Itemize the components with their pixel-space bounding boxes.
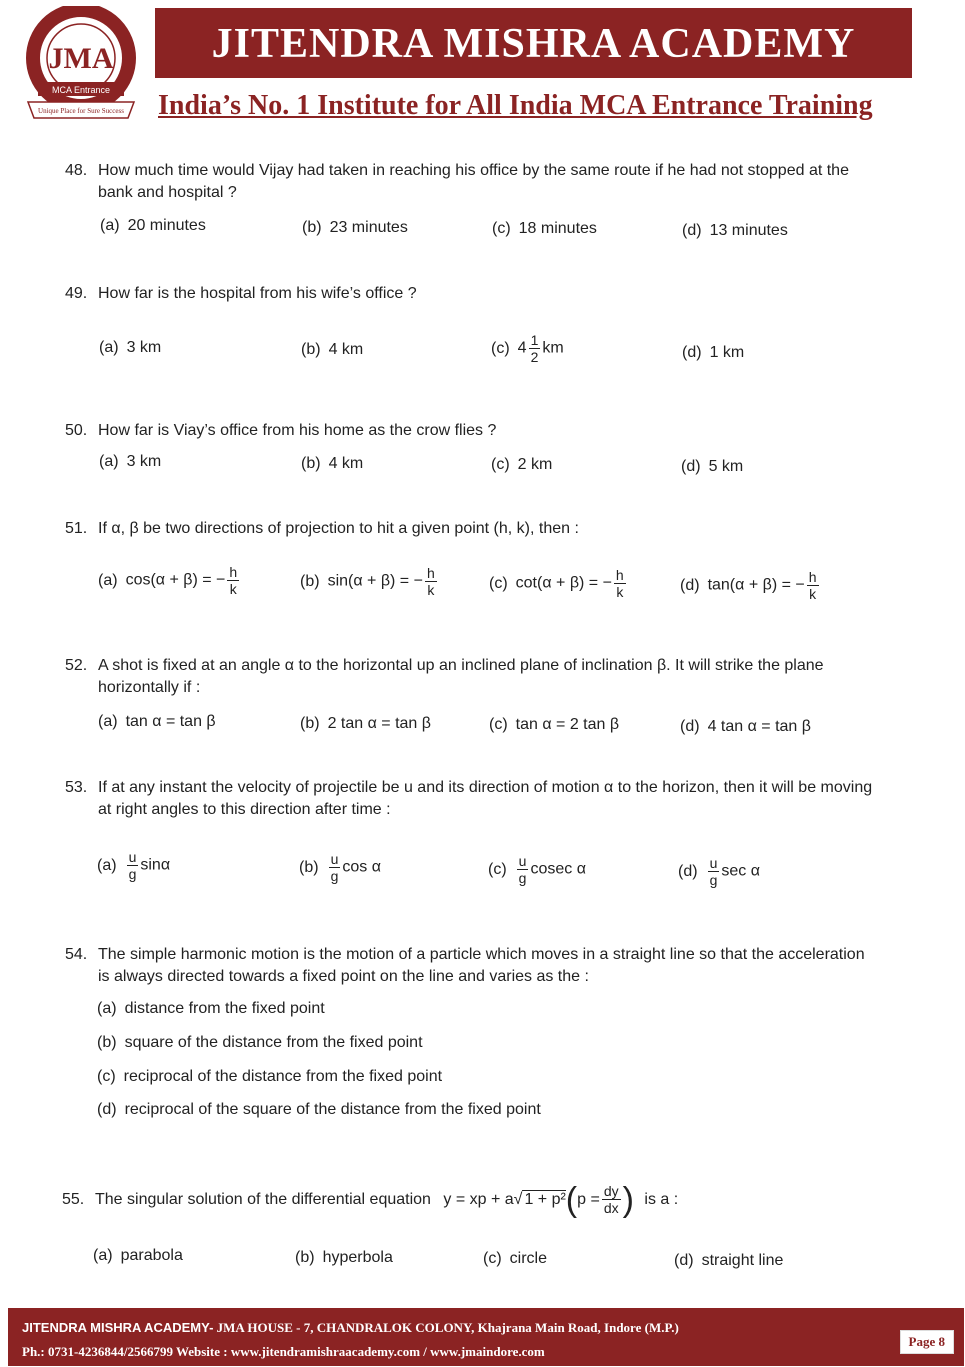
option-a: (a) 20 minutes (100, 217, 206, 234)
option-d: (d) 1 km (682, 344, 745, 361)
question-55: 55. The singular solution of the differential equation y = xp + a√ 1 + p²(p = $\frac{dy}{dx}$ ) is a : (62, 1180, 679, 1219)
question-text: If at any instant the velocity of projectile be u and its direction of motion α to the horizon, then it will be moving at right angles to this direction after time : (98, 779, 873, 818)
question-number: 50. (65, 422, 88, 439)
page-title: JITENDRA MISHRA ACADEMY (211, 21, 856, 67)
question-48 (65, 160, 873, 204)
question-text: How far is Viay’s office from his home as the crow flies ? (98, 422, 497, 439)
page-number: Page 8 (900, 1330, 954, 1354)
option-c: (c) 2 km (491, 456, 553, 473)
option-a: (a) 3 km (99, 453, 162, 470)
footer-address: JITENDRA MISHRA ACADEMY- JMA HOUSE - 7, CHANDRALOK COLONY, Khajrana Main Road, Indore (M.P.) (22, 1320, 679, 1335)
question-number: 49. (65, 285, 88, 302)
option-b: (b) 23 minutes (302, 219, 408, 236)
question-text: If α, β be two directions of projection to hit a given point (h, k), then : (98, 520, 579, 537)
option-b: (b) 2 tan α = tan β (300, 715, 431, 732)
question-number: 52. (65, 657, 88, 674)
option-c: (c) $\frac{u}{g}$ cosec α (488, 853, 586, 886)
logo-ribbon: Unique Place for Sure Success (38, 107, 124, 115)
option-c: (c) 4 $\frac{1}{2}$ km (491, 332, 564, 365)
footer (8, 1308, 964, 1366)
question-50 (65, 420, 496, 442)
option-c: (c) reciprocal of the distance from the fixed point (97, 1068, 443, 1085)
option-d: (d) 5 km (681, 458, 744, 475)
option-a: (a) tan α = tan β (98, 713, 216, 730)
academy-logo (20, 6, 142, 128)
option-d: (d) reciprocal of the square of the distance from the fixed point (97, 1101, 541, 1118)
question-number: 55. (62, 1191, 85, 1208)
header-bar (155, 8, 912, 78)
option-c: (c) cot(α + β) = − $\frac{h}{k}$ (489, 567, 624, 600)
option-b: (b) hyperbola (295, 1249, 393, 1266)
option-d: (d) straight line (674, 1252, 784, 1269)
question-number: 54. (65, 946, 88, 963)
option-c: (c) 18 minutes (492, 220, 597, 237)
question-49 (65, 283, 417, 305)
question-number: 51. (65, 520, 88, 537)
footer-contact: Ph.: 0731-4236844/2566799 Website : www.jitendramishraacademy.com / www.jmaindore.com (22, 1344, 545, 1359)
question-text: How much time would Vijay had taken in reaching his office by the same route if he had not stopped at the bank and hospital ? (98, 162, 849, 201)
option-a: (a) $\frac{u}{g}$ sinα (97, 849, 171, 882)
question-text: How far is the hospital from his wife’s office ? (98, 285, 417, 302)
option-c: (c) tan α = 2 tan β (489, 716, 620, 733)
question-52 (65, 655, 873, 699)
question-51 (65, 518, 579, 540)
question-text: The simple harmonic motion is the motion of a particle which moves in a straight line so that the acceleration is always directed towards a fixed point on the line and varies as the : (98, 946, 865, 985)
question-text: A shot is fixed at an angle α to the horizontal up an inclined plane of inclination β. It will strike the plane horizontally if : (98, 657, 824, 696)
page-subtitle: India’s No. 1 Institute for All India MCA Entrance Training (158, 90, 873, 121)
option-b: (b) square of the distance from the fixed point (97, 1034, 423, 1051)
option-b: (b) 4 km (301, 455, 364, 472)
question-54 (65, 944, 873, 988)
option-c: (c) circle (483, 1250, 547, 1267)
equation: y = xp + a√ 1 + p²(p = $\frac{dy}{dx}$ ) (443, 1180, 634, 1219)
option-d: (d) tan(α + β) = − $\frac{h}{k}$ (680, 569, 817, 602)
option-a: (a) distance from the fixed point (97, 1000, 325, 1017)
option-a: (a) 3 km (99, 339, 162, 356)
logo-text: JMA (48, 42, 114, 75)
option-d: (d) 4 tan α = tan β (680, 718, 811, 735)
option-b: (b) 4 km (301, 341, 364, 358)
option-b: (b) sin(α + β) = − $\frac{h}{k}$ (300, 565, 435, 598)
logo-banner: MCA Entrance (51, 85, 111, 95)
question-53 (65, 777, 873, 821)
option-b: (b) $\frac{u}{g}$ cos α (299, 851, 381, 884)
question-number: 53. (65, 779, 88, 796)
option-a: (a) cos(α + β) = − $\frac{h}{k}$ (98, 564, 238, 597)
option-a: (a) parabola (93, 1247, 183, 1264)
question-text: The singular solution of the differential equation (95, 1191, 431, 1208)
question-number: 48. (65, 162, 88, 179)
option-d: (d) $\frac{u}{g}$ sec α (678, 855, 760, 888)
option-d: (d) 13 minutes (682, 222, 788, 239)
